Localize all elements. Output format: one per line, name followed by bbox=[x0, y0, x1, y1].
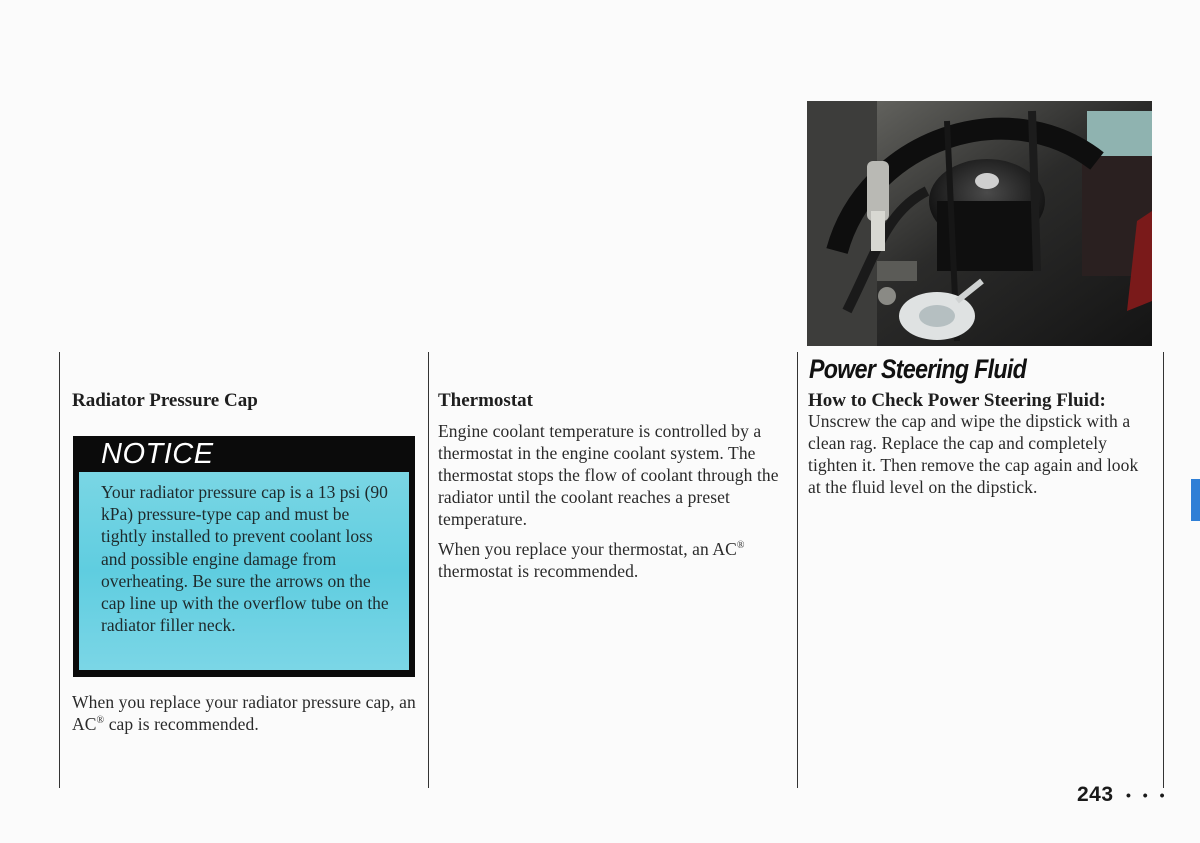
page-dots: • • • bbox=[1126, 787, 1169, 803]
notice-body: Your radiator pressure cap is a 13 psi (90 kPa) pressure-type cap and must be tightly installed to prevent coolant loss and possible engine damage from overheating. Be sure the arrows on the cap line up with the overflow tube on the radiator filler neck. bbox=[79, 472, 409, 670]
registered-mark: ® bbox=[96, 715, 105, 727]
thermostat-paragraph-1: Engine coolant temperature is controlled by a thermostat in the engine coolant system. The thermostat stops the flow of coolant through the radiator until the coolant reaches a preset temperature. bbox=[438, 421, 779, 529]
notice-box bbox=[73, 436, 415, 677]
power-steering-title: Power Steering Fluid bbox=[809, 354, 1027, 384]
radiator-heading: Radiator Pressure Cap bbox=[72, 390, 258, 411]
column-divider-middle-left bbox=[428, 352, 429, 788]
thermostat-paragraph-2-text-end: thermostat is recommended. bbox=[438, 561, 639, 581]
notice-title: NOTICE bbox=[101, 438, 214, 470]
engine-photo-illustration bbox=[807, 101, 1152, 346]
radiator-paragraph-block bbox=[72, 691, 422, 743]
power-steering-reservoir-photo bbox=[807, 101, 1152, 346]
page-number: 243 bbox=[1077, 783, 1114, 806]
thermostat-paragraph-2-text: When you replace your thermostat, an AC bbox=[438, 539, 737, 559]
column-power-steering bbox=[808, 390, 1153, 506]
radiator-paragraph bbox=[72, 691, 422, 735]
column-thermostat bbox=[438, 390, 788, 590]
column-radiator bbox=[72, 390, 422, 422]
radiator-paragraph-text: When you replace your radiator pressure cap, an AC bbox=[72, 692, 416, 734]
column-divider-middle-right bbox=[797, 352, 798, 788]
thermostat-heading: Thermostat bbox=[438, 390, 533, 411]
section-tab-marker bbox=[1191, 479, 1200, 521]
column-divider-left bbox=[59, 352, 60, 788]
power-steering-paragraph: Unscrew the cap and wipe the dipstick with a clean rag. Replace the cap and completely tighten it. Then remove the cap again and look at the fluid level on the dipstick. bbox=[808, 411, 1139, 497]
thermostat-paragraph-2 bbox=[438, 538, 788, 582]
power-steering-subheading: How to Check Power Steering Fluid: bbox=[808, 390, 1106, 411]
column-divider-right bbox=[1163, 352, 1164, 788]
radiator-paragraph-text-end: cap is recommended. bbox=[104, 714, 259, 734]
registered-mark: ® bbox=[736, 540, 745, 552]
